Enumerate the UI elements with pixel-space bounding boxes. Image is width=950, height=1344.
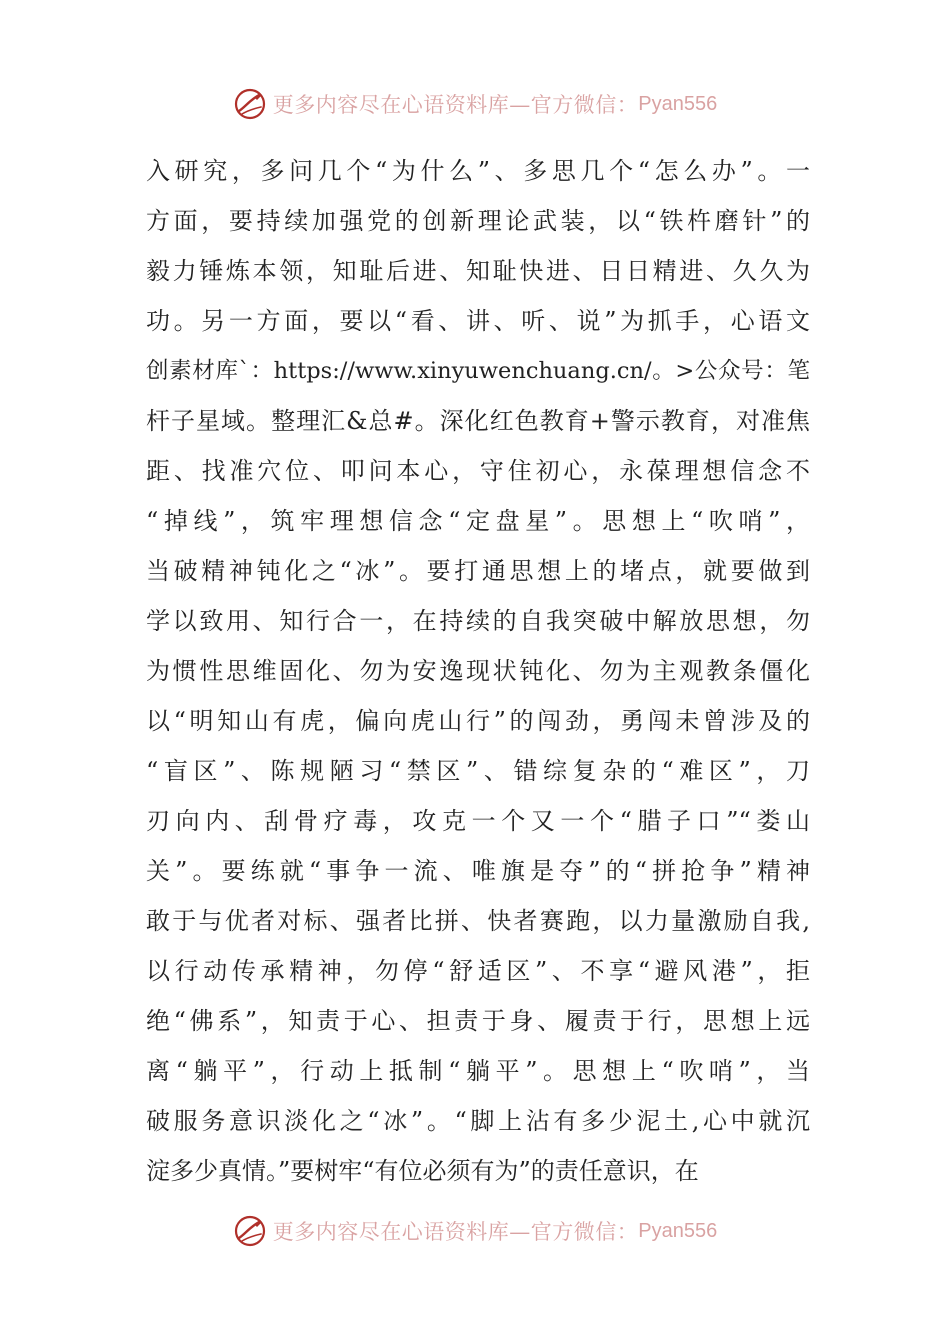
text-line: 刃向内、刮骨疗毒，攻克一个又一个“腊子口”“娄山 xyxy=(146,807,810,835)
wechat-handle: Pyan556 xyxy=(638,1219,718,1242)
text-line: “盲区”、陈规陋习“禁区”、错综复杂的“难区”，刀 xyxy=(146,757,810,785)
text-line: 以行动传承精神，勿停“舒适区”、不享“避风港”，拒 xyxy=(146,957,810,985)
text-line: 以“明知山有虎，偏向虎山行”的闯劲，勇闯未曾涉及的 xyxy=(146,707,810,735)
text-line: 创素材库`：https://www.xinyuwenchuang.cn/。>公众号：笔 xyxy=(146,358,810,384)
document-body xyxy=(146,146,810,1196)
text-line: 离“躺平”，行动上抵制“躺平”。思想上“吹哨”，当 xyxy=(146,1057,810,1085)
text-line: 敢于与优者对标、强者比拼、快者赛跑，以力量激励自我, xyxy=(146,907,810,935)
banner-text: 更多内容尽在心语资料库—官方微信： xyxy=(272,93,639,117)
text-line: 方面，要持续加强党的创新理论武装，以“铁杵磨针”的 xyxy=(146,207,810,235)
text-line: 杆子星域。整理汇&总#。深化红色教育+警示教育，对准焦 xyxy=(146,407,810,435)
text-line: “掉线”，筑牢理想信念“定盘星”。思想上“吹哨”， xyxy=(146,507,810,535)
text-line: 功。另一方面，要以“看、讲、听、说”为抓手，心语文 xyxy=(146,307,810,335)
text-line: 绝“佛系”，知责于心、担责于身、履责于行，思想上远 xyxy=(146,1007,810,1035)
wechat-handle: Pyan556 xyxy=(638,92,718,115)
footer-banner xyxy=(0,1211,950,1251)
text-line: 淀多少真情。”要树牢“有位必须有为”的责任意识，在 xyxy=(146,1157,699,1185)
banner-text: 更多内容尽在心语资料库—官方微信： xyxy=(272,1220,639,1244)
text-line: 入研究，多问几个“为什么”、多思几个“怎么办”。一 xyxy=(146,157,810,185)
pen-signature-logo-icon xyxy=(233,1214,267,1248)
text-line: 当破精神钝化之“冰”。要打通思想上的堵点，就要做到 xyxy=(146,557,810,585)
text-line: 为惯性思维固化、勿为安逸现状钝化、勿为主观教条僵化 xyxy=(146,657,810,685)
header-banner xyxy=(0,84,950,124)
text-line: 毅力锤炼本领，知耻后进、知耻快进、日日精进、久久为 xyxy=(146,257,810,285)
text-line: 关”。要练就“事争一流、唯旗是夺”的“拼抢争”精神 xyxy=(146,857,810,885)
text-line: 破服务意识淡化之“冰”。“脚上沾有多少泥土,心中就沉 xyxy=(146,1107,810,1135)
pen-signature-logo-icon xyxy=(233,87,267,121)
text-line: 学以致用、知行合一，在持续的自我突破中解放思想，勿 xyxy=(146,607,810,635)
text-line: 距、找准穴位、叩问本心，守住初心，永葆理想信念不 xyxy=(146,457,810,485)
